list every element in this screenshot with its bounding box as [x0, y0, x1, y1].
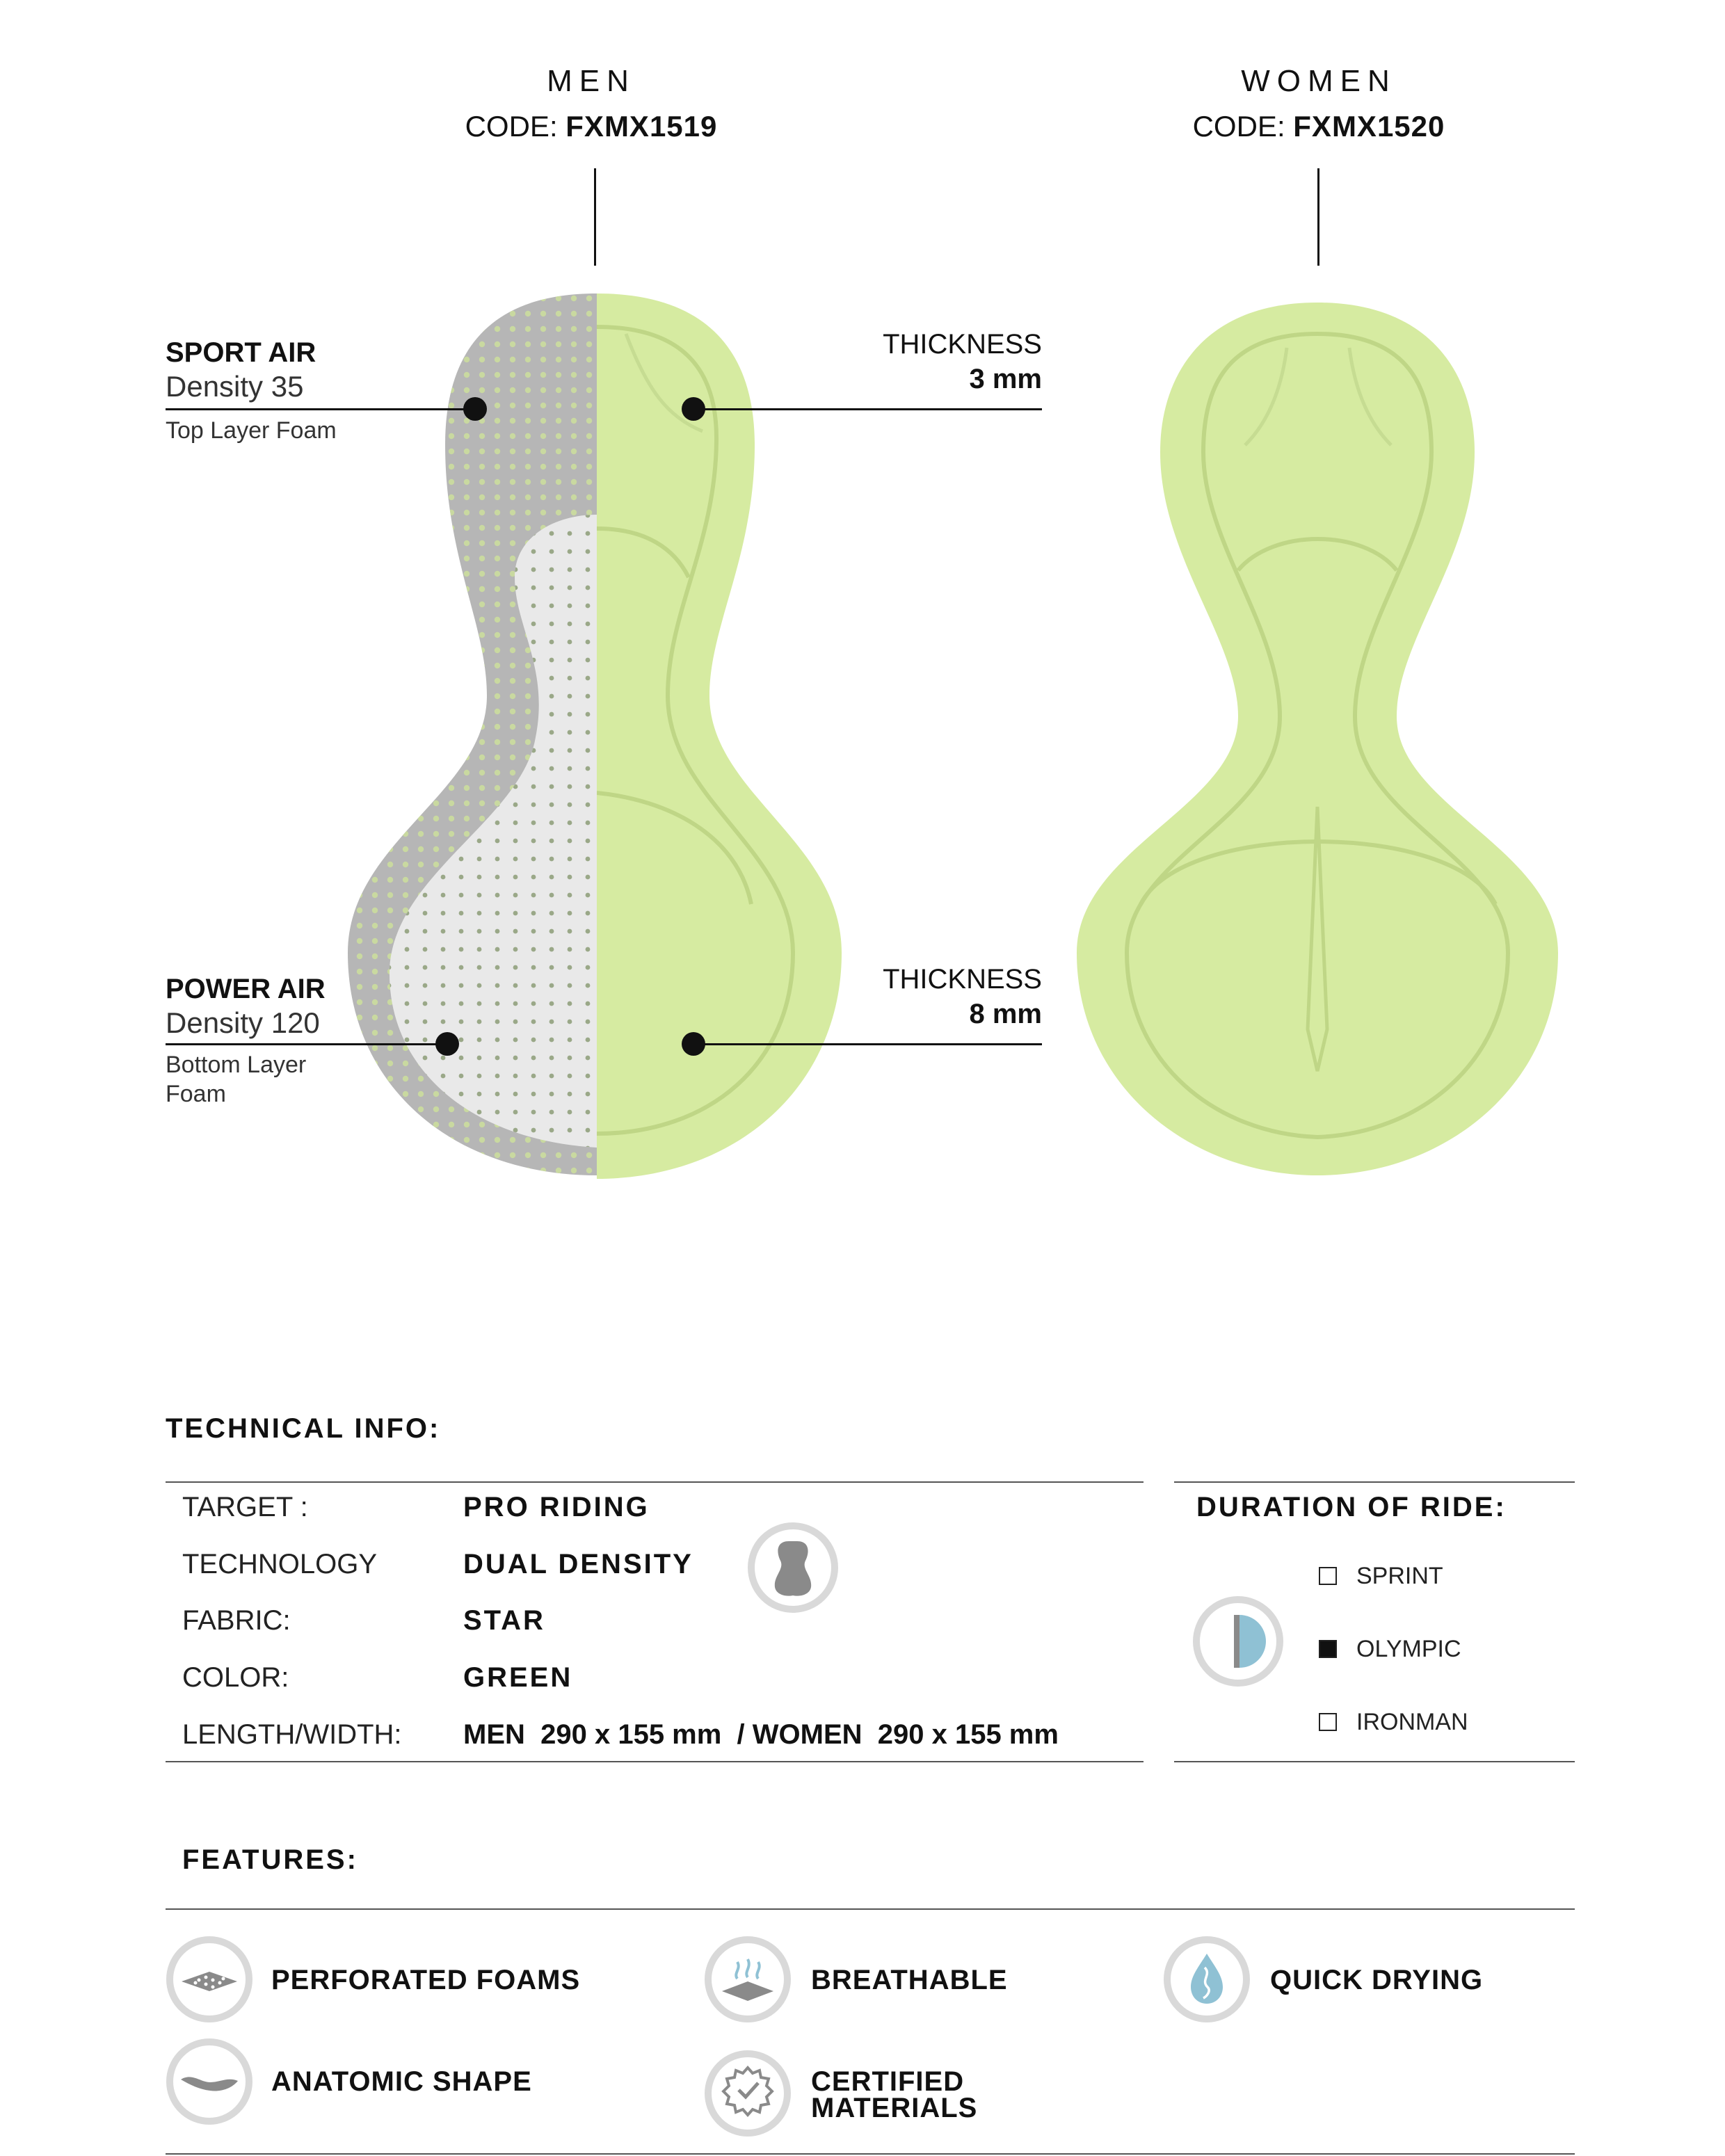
men-title: MEN [547, 64, 636, 98]
power-air-layer-line2: Foam [166, 1081, 226, 1107]
ti-value-technology: DUAL DENSITY [463, 1549, 693, 1579]
duration-top-rule [1174, 1481, 1575, 1483]
power-air-leader [166, 1043, 448, 1045]
ti-label-target: TARGET : [182, 1492, 308, 1522]
feature-quick-drying-label: QUICK DRYING [1270, 1965, 1484, 1995]
men-pad-green [597, 293, 842, 1179]
perforated-foam-icon [164, 1934, 255, 2025]
women-code-label: CODE: [1192, 110, 1285, 143]
features-bottom-rule [166, 2153, 1575, 2155]
sport-air-leader [166, 408, 476, 410]
ti-value-length-width: MEN 290 x 155 mm / WOMEN 290 x 155 mm [463, 1719, 1059, 1750]
thickness-top-value: 3 mm [969, 364, 1042, 394]
checkbox-ironman[interactable] [1319, 1713, 1337, 1731]
dual-density-icon [746, 1520, 840, 1615]
sport-air-density: Density 35 [166, 370, 304, 403]
men-code-value: FXMX1519 [565, 110, 718, 143]
ti-label-technology: TECHNOLOGY [182, 1549, 378, 1579]
power-air-layer [166, 1050, 306, 1109]
sport-air-dot [463, 397, 487, 421]
anatomic-shape-icon [164, 2036, 255, 2127]
ti-label-color: COLOR: [182, 1662, 289, 1693]
thickness-bottom-leader [691, 1043, 1042, 1045]
duration-bottom-rule [1174, 1761, 1575, 1762]
ti-value-target: PRO RIDING [463, 1492, 650, 1522]
thickness-bottom-label: THICKNESS [883, 964, 1042, 995]
technical-info-top-rule [166, 1481, 1144, 1483]
thickness-top-dot [682, 397, 705, 421]
checkbox-sprint[interactable] [1319, 1567, 1337, 1585]
men-code-label: CODE: [465, 110, 558, 143]
feature-certified-line2: MATERIALS [811, 2093, 978, 2123]
water-drop-icon [1162, 1934, 1252, 2025]
women-title: WOMEN [1241, 64, 1397, 98]
certified-badge-icon [703, 2048, 793, 2139]
sport-air-title: SPORT AIR [166, 337, 316, 368]
option-sprint-label: SPRINT [1356, 1563, 1443, 1589]
ti-label-fabric: FABRIC: [182, 1605, 291, 1636]
breathable-icon [703, 1934, 793, 2025]
duration-title: DURATION OF RIDE: [1196, 1492, 1507, 1522]
thickness-top-leader [691, 408, 1042, 410]
ti-value-fabric: STAR [463, 1605, 545, 1636]
women-code-value: FXMX1520 [1293, 110, 1445, 143]
feature-perforated-foams-label: PERFORATED FOAMS [271, 1965, 581, 1995]
duration-half-icon [1191, 1594, 1285, 1689]
thickness-top [833, 327, 1042, 396]
feature-certified-line1: CERTIFIED [811, 2066, 965, 2097]
ti-label-length-width: LENGTH/WIDTH: [182, 1719, 402, 1750]
technical-info-bottom-rule [166, 1761, 1144, 1762]
checkbox-olympic[interactable] [1319, 1640, 1337, 1658]
thickness-bottom-dot [682, 1032, 705, 1056]
features-title: FEATURES: [182, 1844, 358, 1875]
feature-anatomic-shape-label: ANATOMIC SHAPE [271, 2066, 532, 2097]
option-olympic-label: OLYMPIC [1356, 1636, 1461, 1662]
power-air-layer-line1: Bottom Layer [166, 1052, 307, 1078]
technical-info-title: TECHNICAL INFO: [166, 1413, 441, 1444]
thickness-top-label: THICKNESS [883, 329, 1042, 360]
option-ironman-label: IRONMAN [1356, 1709, 1468, 1735]
thickness-bottom [833, 962, 1042, 1031]
power-air-title: POWER AIR [166, 974, 326, 1004]
ti-value-color: GREEN [463, 1662, 573, 1693]
power-air-dot [435, 1032, 459, 1056]
feature-certified-materials-label [811, 2068, 977, 2121]
features-top-rule [166, 1908, 1575, 1910]
feature-breathable-label: BREATHABLE [811, 1965, 1008, 1995]
thickness-bottom-value: 8 mm [969, 999, 1042, 1029]
women-pad [1077, 303, 1558, 1175]
sport-air-layer: Top Layer Foam [166, 417, 337, 444]
power-air-density: Density 120 [166, 1006, 320, 1039]
